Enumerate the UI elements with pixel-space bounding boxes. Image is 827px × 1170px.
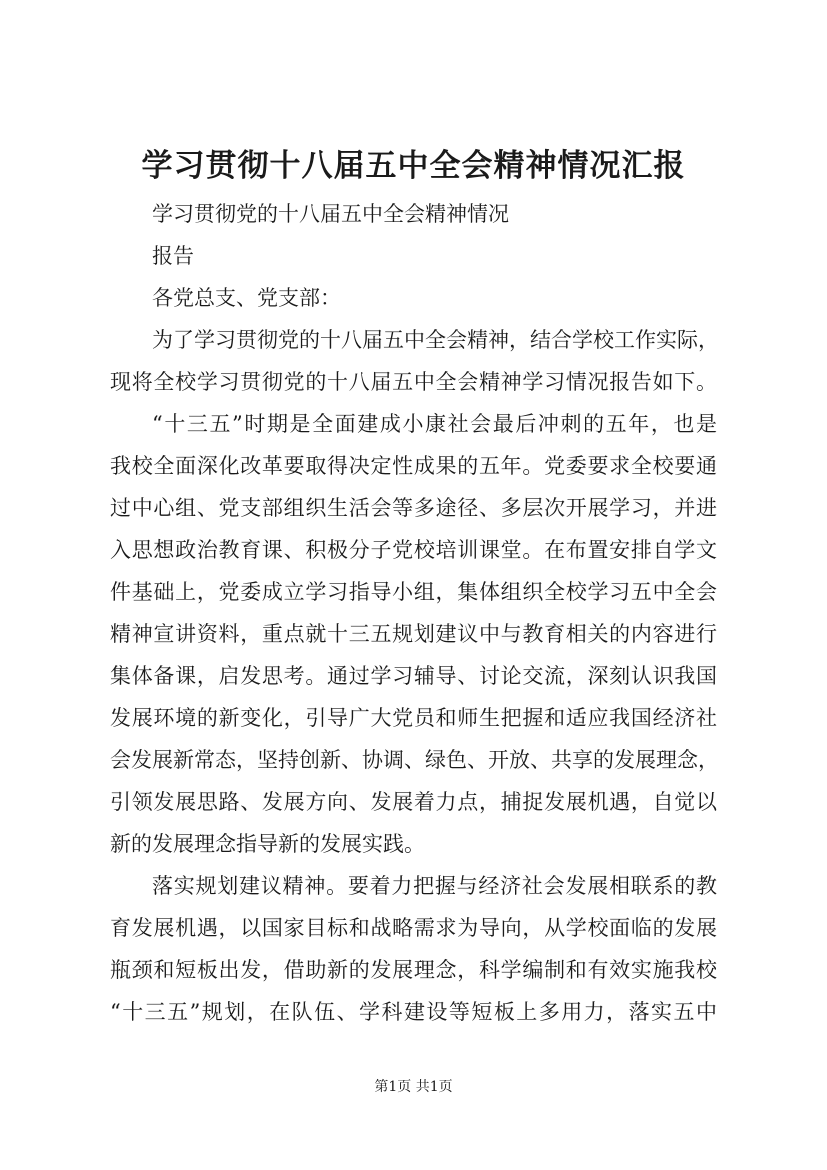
paragraph-line: “十三五”规划，在队伍、学科建设等短板上多用力，落实五中 <box>110 1000 717 1024</box>
salutation: 各党总支、党支部： <box>152 286 341 310</box>
paragraph-line: 为了学习贯彻党的十八届五中全会精神，结合学校工作实际， <box>152 328 719 352</box>
page-footer: 第1页 共1页 <box>374 1079 453 1095</box>
paragraph-line: 育发展机遇，以国家目标和战略需求为导向，从学校面临的发展 <box>110 916 717 940</box>
paragraph-line: 精神宣讲资料，重点就十三五规划建议中与教育相关的内容进行 <box>110 622 717 646</box>
paragraph-line: “十三五”时期是全面建成小康社会最后冲刺的五年，也是 <box>152 412 717 436</box>
paragraph-line: 我校全面深化改革要取得决定性成果的五年。党委要求全校要通 <box>110 454 717 478</box>
paragraph-line: 发展环境的新变化，引导广大党员和师生把握和适应我国经济社 <box>110 706 717 730</box>
paragraph-line: 瓶颈和短板出发，借助新的发展理念，科学编制和有效实施我校 <box>110 958 717 982</box>
paragraph-line: 现将全校学习贯彻党的十八届五中全会精神学习情况报告如下。 <box>110 370 717 394</box>
paragraph-line: 集体备课，启发思考。通过学习辅导、讨论交流，深刻认识我国 <box>110 664 717 688</box>
paragraph-line: 引领发展思路、发展方向、发展着力点，捕捉发展机遇，自觉以 <box>110 790 717 814</box>
paragraph-line: 会发展新常态，坚持创新、协调、绿色、开放、共享的发展理念， <box>110 748 719 772</box>
paragraph-line: 新的发展理念指导新的发展实践。 <box>110 832 425 856</box>
paragraph-line: 落实规划建议精神。要着力把握与经济社会发展相联系的教 <box>152 874 717 898</box>
paragraph-line: 入思想政治教育课、积极分子党校培训课堂。在布置安排自学文 <box>110 538 717 562</box>
subtitle-line-1: 学习贯彻党的十八届五中全会精神情况 <box>152 202 509 226</box>
subtitle-line-2: 报告 <box>152 244 194 268</box>
paragraph-line: 件基础上，党委成立学习指导小组，集体组织全校学习五中全会 <box>110 580 717 604</box>
document-title: 学习贯彻十八届五中全会精神情况汇报 <box>141 148 686 184</box>
paragraph-line: 过中心组、党支部组织生活会等多途径、多层次开展学习，并进 <box>110 496 717 520</box>
